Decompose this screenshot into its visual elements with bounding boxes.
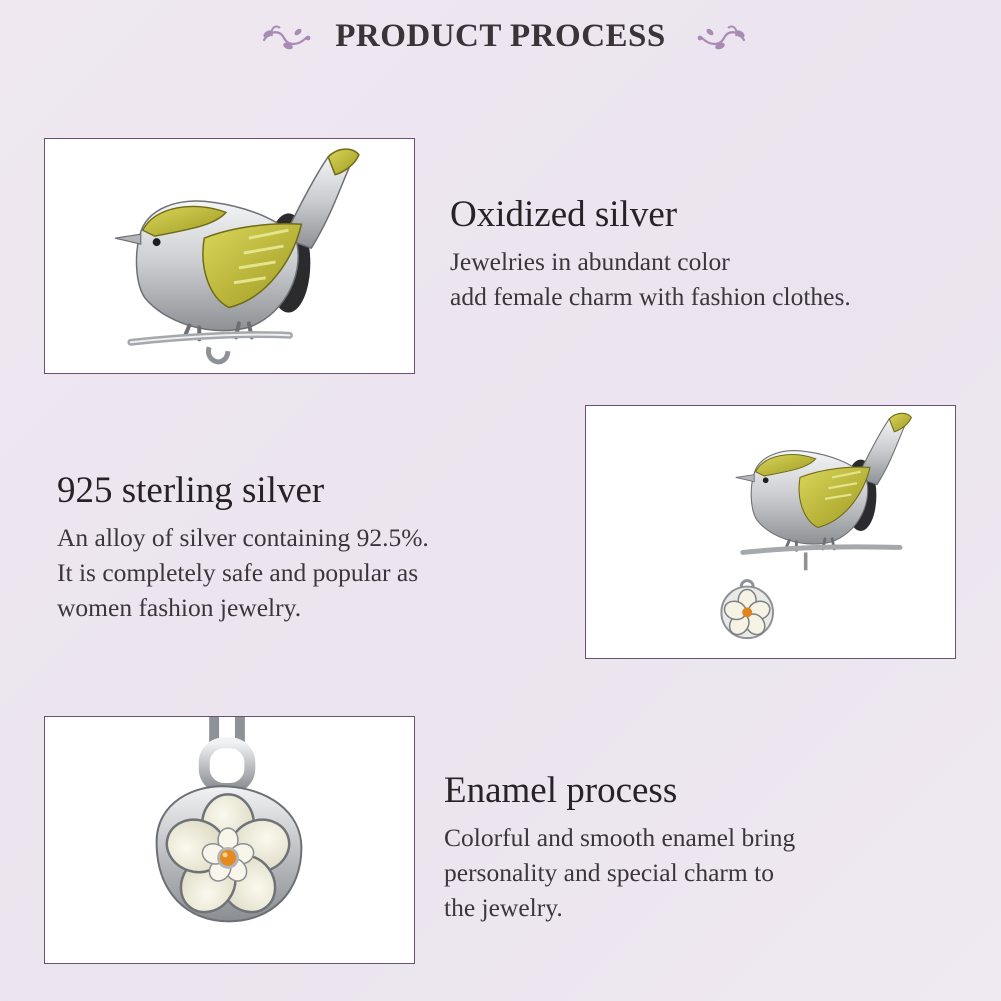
bird-charm-icon (586, 406, 955, 658)
bird-charm-full-image (585, 405, 956, 659)
section-description-line: It is completely safe and popular as (57, 558, 419, 587)
section-description-line: Jewelries in abundant color (450, 247, 730, 276)
flower-pendant-icon (45, 717, 414, 963)
section-description-line: An alloy of silver containing 92.5%. (57, 523, 429, 552)
section-heading: Enamel process (444, 770, 678, 811)
page-header (0, 14, 1001, 62)
section-description-line: personality and special charm to (444, 858, 774, 887)
section-heading: Oxidized silver (450, 194, 678, 235)
page-title: PRODUCT PROCESS (335, 18, 666, 54)
enamel-process-section (444, 770, 795, 925)
section-heading: 925 sterling silver (57, 470, 325, 511)
section-description-line: add female charm with fashion clothes. (450, 282, 851, 311)
oxidized-silver-section (450, 194, 851, 314)
section-description-line: women fashion jewelry. (57, 593, 302, 622)
sterling-silver-section (57, 470, 429, 625)
section-description-line: Colorful and smooth enamel bring (444, 823, 796, 852)
flower-pendant-closeup-image (44, 716, 415, 964)
floral-ornament-icon (690, 18, 750, 58)
bird-charm-closeup-image (44, 138, 415, 374)
section-description-line: the jewelry. (444, 893, 563, 922)
bird-charm-icon (45, 139, 414, 373)
